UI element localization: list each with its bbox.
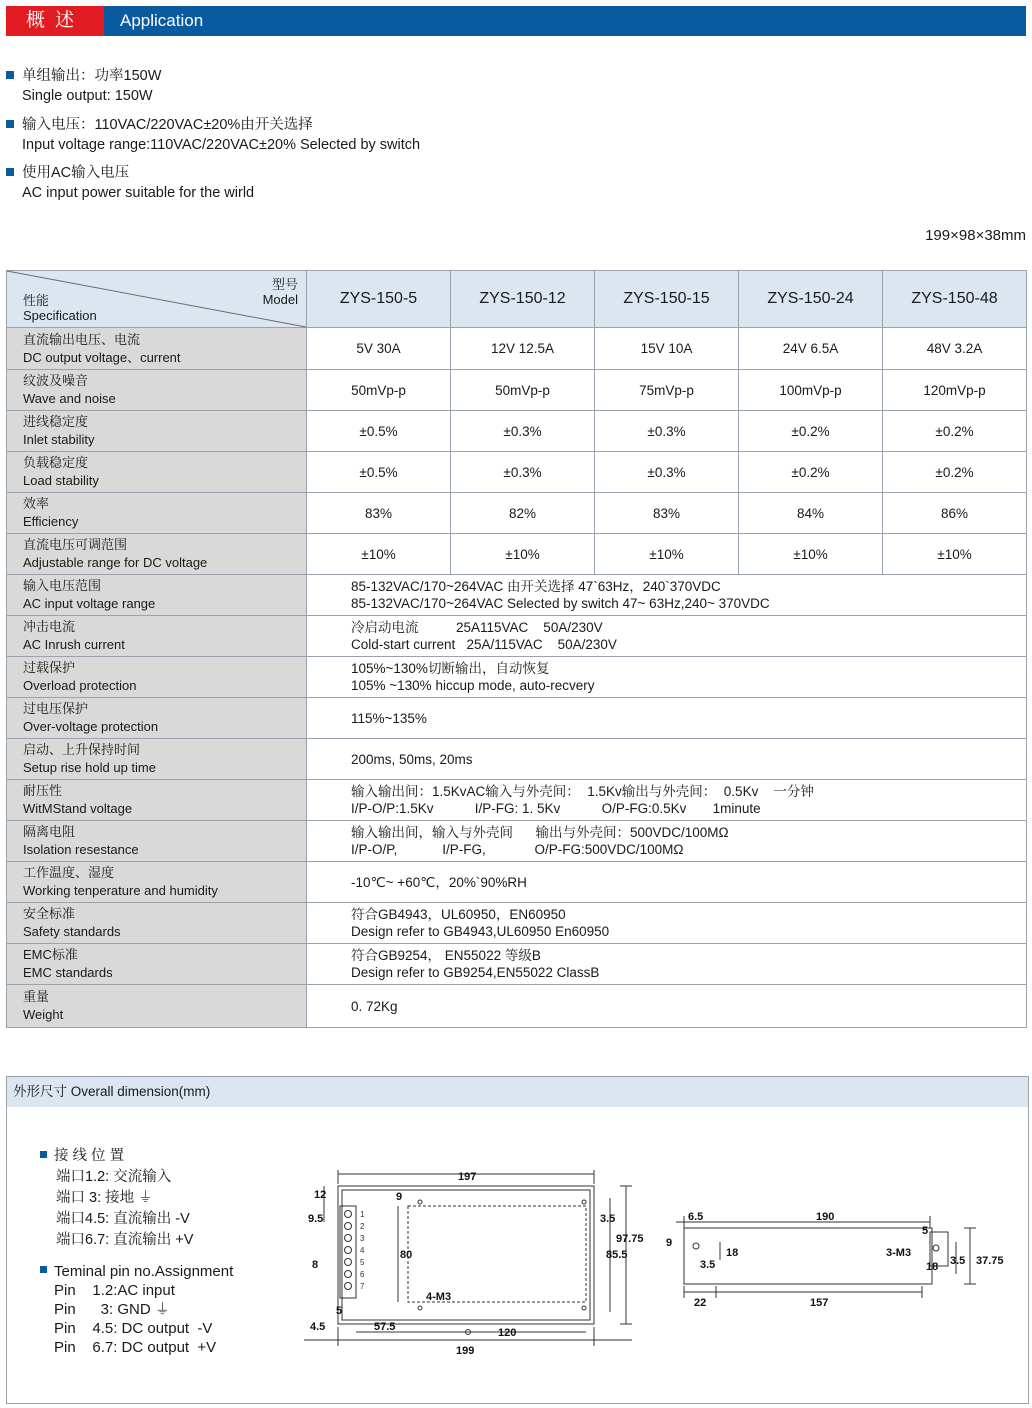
dim-label: 18 <box>726 1247 739 1259</box>
cell-line: 输入输出间：1.5KvAC输入与外壳间： 1.5Kv输出与外壳间： 0.5Kv 一分钟 <box>351 784 814 799</box>
table-row <box>7 903 1027 944</box>
dim-label: 85.5 <box>606 1249 628 1261</box>
dim-label: 9.5 <box>308 1213 324 1225</box>
dim-label: 3.5 <box>950 1255 966 1267</box>
cell-line: Cold-start current 25A/115VAC 50A/230V <box>351 637 617 652</box>
table-cell-wide <box>307 862 1027 903</box>
table-row <box>7 821 1027 862</box>
row-label-cn: 过载保护 <box>23 660 76 675</box>
dim-label: 5 <box>922 1225 929 1237</box>
row-label-cn: EMC标准 <box>23 947 78 962</box>
dim-label: 9 <box>396 1191 403 1203</box>
model-header: ZYS-150-48 <box>883 271 1027 328</box>
dim-label: 4.5 <box>310 1321 326 1333</box>
row-label-en: Safety standards <box>23 924 121 939</box>
terminal-label: 5 <box>360 1258 365 1267</box>
row-label-en: AC input voltage range <box>23 596 156 611</box>
row-label-en: Isolation resestance <box>23 842 139 857</box>
table-cell: 48V 3.2A <box>883 328 1027 370</box>
dim-label: 190 <box>816 1211 835 1223</box>
terminal-label: 2 <box>360 1222 365 1231</box>
row-label-cn: 启动、上升保持时间 <box>23 742 141 757</box>
table-cell: 82% <box>451 493 595 534</box>
table-cell: ±0.3% <box>451 411 595 452</box>
table-cell: 50mVp-p <box>451 370 595 411</box>
mount-hole <box>933 1245 939 1251</box>
screw-terminal <box>345 1211 352 1218</box>
model-cn: 型号 <box>271 277 298 292</box>
table-cell: ±0.2% <box>739 411 883 452</box>
mount-hole <box>418 1306 422 1310</box>
row-label-cn: 效率 <box>23 496 50 511</box>
table-row <box>7 698 1027 739</box>
table-cell-wide <box>307 821 1027 862</box>
row-label-cn: 耐压性 <box>23 783 63 798</box>
dim-label: 22 <box>694 1297 707 1309</box>
bullet-square-icon <box>40 1266 47 1273</box>
screw-terminal <box>345 1283 352 1290</box>
row-label-cn: 重量 <box>23 989 50 1004</box>
table-row <box>7 657 1027 698</box>
table-cell-wide <box>307 698 1027 739</box>
table-row <box>7 328 1027 370</box>
dim-label: 80 <box>400 1249 413 1261</box>
table-cell: 24V 6.5A <box>739 328 883 370</box>
table-cell: 83% <box>307 493 451 534</box>
table-row <box>7 780 1027 821</box>
section-header-en: Application <box>120 11 204 30</box>
table-cell: 100mVp-p <box>739 370 883 411</box>
row-label-en: Efficiency <box>23 514 79 529</box>
section-header <box>6 6 1026 36</box>
dim-label: 97.75 <box>616 1233 644 1245</box>
pin-line: Pin 6.7: DC output +V <box>54 1339 217 1356</box>
table-row <box>7 739 1027 780</box>
cell-line: 输入输出间，输入与外壳间 输出与外壳间：500VDC/100MΩ <box>351 825 729 840</box>
table-cell: 5V 30A <box>307 328 451 370</box>
dim-label: 197 <box>458 1171 477 1183</box>
row-label-en: WitMStand voltage <box>23 801 133 816</box>
pins-cn-title: 接 线 位 置 <box>54 1148 125 1164</box>
case-inner <box>342 1190 590 1320</box>
row-label-en: Overload protection <box>23 678 137 693</box>
table-row <box>7 985 1027 1028</box>
table-cell: ±10% <box>595 534 739 575</box>
pcb-outline <box>408 1206 586 1302</box>
cell-line: 85-132VAC/170~264VAC Selected by switch 47~ 63Hz,240~ 370VDC <box>351 596 770 611</box>
table-row <box>7 370 1027 411</box>
cell-line: 冷启动电流 25A115VAC 50A/230V <box>351 620 603 635</box>
mount-hole <box>582 1200 586 1204</box>
bullet-3 <box>6 163 254 203</box>
pin-line: 端口1.2: 交流输入 <box>56 1169 172 1185</box>
terminal-label: 7 <box>360 1282 365 1291</box>
table-cell: ±10% <box>739 534 883 575</box>
row-label-cn: 隔离电阻 <box>23 824 76 839</box>
bullet-en: AC input power suitable for the wirld <box>22 185 255 201</box>
row-label-cn: 输入电压范围 <box>23 578 102 593</box>
dim-label: 120 <box>498 1327 517 1339</box>
dim-label: 3.5 <box>600 1213 616 1225</box>
cell-line: -10℃~ +60℃，20%`90%RH <box>351 874 527 890</box>
bullet-square-icon <box>6 168 14 176</box>
table-cell-wide <box>307 739 1027 780</box>
screw-terminal <box>345 1271 352 1278</box>
terminal-label: 1 <box>360 1210 365 1219</box>
screw-terminal <box>345 1247 352 1254</box>
table-header-row <box>7 271 1027 328</box>
pin-line: 端口 3: 接地 ⏚ <box>56 1190 153 1206</box>
dim-label: 57.5 <box>374 1321 396 1333</box>
table-row <box>7 616 1027 657</box>
cell-line: 符合GB4943，UL60950，EN60950 <box>351 907 566 922</box>
row-label-en: Working tenperature and humidity <box>23 883 218 898</box>
section-header-cn: 概述 <box>6 6 104 36</box>
pin-line: Pin 1.2:AC input <box>54 1282 175 1299</box>
table-cell: 86% <box>883 493 1027 534</box>
row-label-en: EMC standards <box>23 965 113 980</box>
bullet-square-icon <box>6 120 14 128</box>
row-label-cn: 直流输出电压、电流 <box>23 331 141 347</box>
cell-line: 0. 72Kg <box>351 998 398 1014</box>
dim-label: 9 <box>666 1237 673 1249</box>
cell-line: 105% ~130% hiccup mode, auto-recvery <box>351 678 595 693</box>
terminal-label: 4 <box>360 1246 365 1255</box>
terminal-label: 6 <box>360 1270 365 1279</box>
table-cell-wide <box>307 575 1027 616</box>
table-cell: ±0.5% <box>307 411 451 452</box>
pins-en <box>40 1262 233 1357</box>
screw-terminal <box>345 1223 352 1230</box>
row-label-en: Inlet stability <box>23 432 95 447</box>
screw-terminal <box>345 1235 352 1242</box>
row-label-cn: 冲击电流 <box>23 619 76 634</box>
top-view-drawing <box>300 1162 644 1362</box>
model-header: ZYS-150-5 <box>307 271 451 328</box>
terminal-label: 3 <box>360 1234 365 1243</box>
pins-en-title: Teminal pin no.Assignment <box>54 1263 234 1280</box>
model-en: Model <box>262 292 298 307</box>
table-cell: ±10% <box>451 534 595 575</box>
table-row <box>7 452 1027 493</box>
cell-line: 105%~130%切断输出，自动恢复 <box>351 661 550 676</box>
table-cell-wide <box>307 944 1027 985</box>
side-view-drawing <box>660 1208 1010 1308</box>
table-cell: 84% <box>739 493 883 534</box>
cell-line: 115%~135% <box>351 710 427 726</box>
size-text: 199×98×38mm <box>925 227 1026 244</box>
dimension-title: 外形尺寸 Overall dimension(mm) <box>7 1077 1028 1107</box>
table-cell-wide <box>307 780 1027 821</box>
cell-line: Design refer to GB4943,UL60950 En60950 <box>351 924 610 939</box>
dim-label: 6.5 <box>688 1211 704 1223</box>
table-cell: 83% <box>595 493 739 534</box>
screw-terminal <box>345 1259 352 1266</box>
table-cell: ±0.3% <box>595 452 739 493</box>
cell-line: 85-132VAC/170~264VAC 由开关选择 47`63Hz，240`370VDC <box>351 579 721 594</box>
dim-label: 3.5 <box>700 1259 716 1271</box>
row-label-en: AC Inrush current <box>23 637 125 652</box>
dim-label: 8 <box>312 1259 319 1271</box>
cell-line: I/P-O/P:1.5Kv I/P-FG: 1. 5Kv O/P-FG:0.5Kv 1minute <box>351 801 761 816</box>
header-diagonal-cell <box>7 271 307 328</box>
table-cell-wide <box>307 985 1027 1028</box>
row-label-en: Wave and noise <box>23 391 116 406</box>
bullet-cn: 使用AC输入电压 <box>22 165 130 181</box>
row-label-cn: 安全标准 <box>23 906 76 921</box>
table-row <box>7 534 1027 575</box>
row-label-en: DC output voltage、current <box>23 349 181 365</box>
table-row <box>7 493 1027 534</box>
dim-label: 5 <box>336 1305 343 1317</box>
dim-label: 18 <box>926 1261 939 1273</box>
mount-hole <box>582 1306 586 1310</box>
table-cell: 12V 12.5A <box>451 328 595 370</box>
dim-label: 12 <box>314 1189 327 1201</box>
table-row <box>7 411 1027 452</box>
spec-cn: 性能 <box>23 293 50 308</box>
dim-label: 199 <box>456 1345 475 1357</box>
row-label-en: Setup rise hold up time <box>23 760 156 775</box>
pin-line: Pin 3: GND ⏚ <box>54 1301 170 1318</box>
row-label-cn: 过电压保护 <box>23 701 89 716</box>
dim-label: 3-M3 <box>886 1247 912 1259</box>
table-cell: ±0.2% <box>739 452 883 493</box>
bullet-cn: 输入电压：110VAC/220VAC±20%由开关选择 <box>22 117 313 133</box>
table-cell: ±0.3% <box>451 452 595 493</box>
bullet-square-icon <box>40 1151 47 1158</box>
table-cell: ±0.5% <box>307 452 451 493</box>
pin-line: Pin 4.5: DC output -V <box>54 1320 213 1337</box>
bullet-cn: 单组输出：功率150W <box>22 68 162 84</box>
table-cell: ±10% <box>883 534 1027 575</box>
pins-cn <box>40 1145 193 1251</box>
mount-hole <box>693 1243 699 1249</box>
cell-line: Design refer to GB9254,EN55022 ClassB <box>351 965 600 980</box>
bullet-en: Input voltage range:110VAC/220VAC±20% Selected by switch <box>22 137 421 153</box>
table-cell: ±0.2% <box>883 452 1027 493</box>
table-cell: 75mVp-p <box>595 370 739 411</box>
table-cell: ±0.3% <box>595 411 739 452</box>
bullet-square-icon <box>6 71 14 79</box>
model-header: ZYS-150-12 <box>451 271 595 328</box>
row-label-cn: 纹波及噪音 <box>23 373 89 388</box>
model-header: ZYS-150-15 <box>595 271 739 328</box>
bullet-en: Single output: 150W <box>22 88 153 104</box>
table-cell-wide <box>307 903 1027 944</box>
table-cell-wide <box>307 657 1027 698</box>
model-header: ZYS-150-24 <box>739 271 883 328</box>
bullet-2 <box>6 115 420 155</box>
table-row <box>7 575 1027 616</box>
table-row <box>7 944 1027 985</box>
dim-label: 4-M3 <box>426 1291 452 1303</box>
table-cell-wide <box>307 616 1027 657</box>
table-cell: 50mVp-p <box>307 370 451 411</box>
table-row <box>7 862 1027 903</box>
mount-hole <box>418 1200 422 1204</box>
table-cell: 15V 10A <box>595 328 739 370</box>
row-label-cn: 直流电压可调范围 <box>23 537 128 552</box>
pin-line: 端口6.7: 直流输出 +V <box>56 1232 194 1248</box>
row-label-en: Over-voltage protection <box>23 719 159 734</box>
row-label-cn: 进线稳定度 <box>23 414 89 429</box>
pin-line: 端口4.5: 直流输出 -V <box>56 1211 190 1227</box>
cell-line: 符合GB9254， EN55022 等级B <box>351 948 541 963</box>
table-cell: ±0.2% <box>883 411 1027 452</box>
row-label-cn: 工作温度、湿度 <box>23 865 115 880</box>
spec-table <box>6 270 1027 1028</box>
row-label-cn: 负载稳定度 <box>23 455 89 470</box>
cell-line: 200ms, 50ms, 20ms <box>351 751 473 767</box>
table-cell: ±10% <box>307 534 451 575</box>
bullet-1 <box>6 66 161 106</box>
row-label-en: Weight <box>23 1007 64 1022</box>
table-cell: 120mVp-p <box>883 370 1027 411</box>
spec-en: Specification <box>23 308 97 323</box>
row-label-en: Load stability <box>23 473 99 488</box>
case-outline <box>338 1186 594 1324</box>
dim-label: 157 <box>810 1297 829 1309</box>
row-label-en: Adjustable range for DC voltage <box>23 555 208 570</box>
cell-line: I/P-O/P, I/P-FG, O/P-FG:500VDC/100MΩ <box>351 842 684 857</box>
dim-label: 37.75 <box>976 1255 1004 1267</box>
